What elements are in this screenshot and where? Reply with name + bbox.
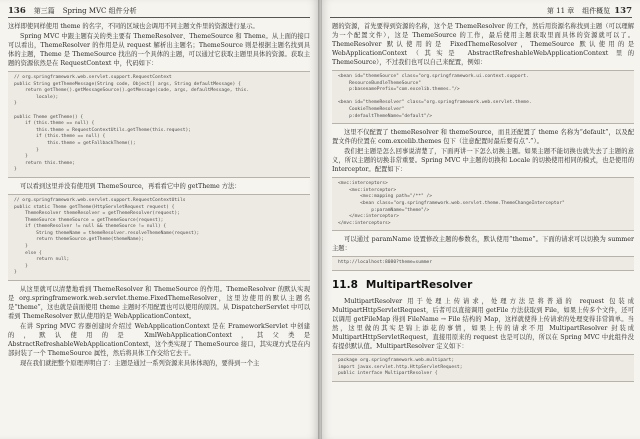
code-line: CookieThemeResolver" — [338, 106, 405, 112]
paragraph: 题的资源，首先要得到资源的名称，这个是 ThemeResolver 的工作，然后用资源名称找到主题（可以理解为一个配置文件），这是 ThemeSource 的工作，最后使用主题获取里面具体的资源就可以了。ThemeResolver 默认使用的是 FixedThemeResolver，ThemeSource 默认使用的是 WebApplicationContext（其实是 AbstractRefreshableWebApplicationContext 里的 ThemeSource），不过我们也可以自己来配置，例如： — [332, 23, 634, 66]
code-line: <bean id="themeResolver" class="org.springframework.web.servlet.theme. — [338, 100, 532, 106]
code-line: ThemeResolver themeResolver = getThemeResolver(request); — [14, 211, 180, 217]
code-block — [332, 70, 634, 124]
paragraph: 现在我们就把整个原理弄明白了：主题是通过一系列资源来具体体现的，要得到一个主 — [20, 360, 260, 368]
paragraph: 我们把主题是怎么回事说清楚了，下面再讲一下怎么切换主题。如果主题不能切换也就失去了主题的意义，所以主题的切换非常重要。Spring MVC 中主题的切换和 Locale 的切换使用相同的模式，也是使用的 Interceptor。配置如下： — [332, 148, 634, 174]
code-line: import javax.servlet.http.HttpServletRequest; — [338, 364, 463, 370]
section-heading — [332, 279, 634, 291]
code-line: public static Theme getTheme(HttpServletRequest request) { — [14, 204, 175, 210]
code-line: ThemeSource themeSource = getThemeSource(request); — [14, 217, 164, 223]
code-line: String themeName = themeResolver.resolveThemeName(request); — [14, 230, 200, 236]
code-line: this.theme = getFallbackTheme(); — [14, 140, 136, 146]
code-line: <bean id="themeSource" class="org.springframework.ui.context.support. — [338, 74, 529, 79]
paragraph: 在讲 Spring MVC 容器创建时介绍过 WebApplicationContext 是在 FrameworkServlet 中创建的，默认使用的是 XmlWebApplicationContext，其父类是 AbstractRefreshableWebApplicationContext，这个类实现了 ThemeSource 接口，其实现方式是在内部封装了一个 ThemeSource 属性，然后将具体工作交给它去干。 — [8, 323, 310, 358]
right-page-content — [332, 22, 634, 437]
code-line: http://localhost:8080?theme=summer — [338, 260, 433, 266]
code-line: } — [14, 147, 39, 153]
code-line: p:basenamePrefix="com.excelib.themes."/> — [338, 87, 460, 93]
code-line: if (this.theme == null) { — [14, 134, 106, 140]
left-page-header — [8, 4, 310, 18]
code-line: package org.springframework.web.multipart; — [338, 357, 455, 363]
code-line: // org.springframework.web.servlet.support.RequestContextUtils — [14, 197, 186, 203]
code-block — [332, 177, 634, 231]
code-line: } — [14, 101, 17, 107]
code-line: p:defaultThemeName="default"/> — [338, 113, 433, 119]
code-block — [332, 256, 634, 271]
section-title: MultipartResolver — [365, 278, 473, 291]
code-block — [332, 354, 634, 382]
right-page — [320, 0, 640, 439]
code-line: </mvc:interceptor> — [338, 214, 399, 220]
code-line: if (this.theme == null) { — [14, 121, 95, 127]
code-line: public Theme getTheme() { — [14, 114, 84, 120]
code-line: return getTheme().getMessageSource().getMessage(code, args, defaultMessage, this. — [14, 88, 250, 94]
code-line: } — [14, 244, 28, 250]
code-line: public interface MultipartResolver { — [338, 371, 438, 377]
code-line: } — [14, 270, 17, 276]
code-line: <mvc:interceptor> — [338, 187, 397, 193]
paragraph: 可以通过 paramName 设置修改主题的参数名，默认使用“theme”。下面的请求可以切换为 summer 主题： — [332, 236, 634, 253]
paragraph: 可以看到这里并没有使用到 ThemeSource，再看看它中的 getTheme 方法： — [20, 182, 241, 190]
code-line: public String getThemeMessage(String code, Object[] args, String defaultMessage) { — [14, 81, 241, 87]
paragraph: 从这里就可以清楚地看到 ThemeResolver 和 ThemeSource 的作用。ThemeResolver 的默认实现是 org.springframework.web.servlet.theme.FixedThemeResolver，这里边使用的默认主题名是“theme”，这也就是前面使用 theme 主题时不用配置也可以使用的原因。从 DispatcherServlet 中可以看到 ThemeResolver 默认使用的是 WebApplicationContext。 — [8, 286, 310, 321]
code-line: ResourceBundleThemeSource" — [338, 80, 421, 86]
code-line: <mvc:interceptors> — [338, 181, 388, 187]
chapter-title: 组件概览 — [582, 6, 611, 15]
code-line: p:paramName="theme"/> — [338, 207, 430, 213]
chapter-label: 第 11 章 — [546, 6, 575, 15]
part-label: 第三篇 — [33, 6, 55, 15]
right-page-header — [330, 4, 632, 18]
code-line: if (themeResolver != null && themeSource != null) { — [14, 224, 167, 230]
code-line: return null; — [14, 257, 70, 263]
paragraph: Spring MVC 中跟主题有关的类主要有 ThemeResolver、ThemeSource 和 Theme。从上面的接口可以看出，ThemeResolver 的作用是从 request 解析出主题名；ThemeSource 则是根据主题名找到具体的主题，Theme 是 ThemeSource 找出的一个具体的主题，可以通过它获取主题里具体的资源。获取主题的资源依然是在 RequestContext 中，代码如下： — [8, 33, 310, 67]
code-block — [8, 71, 310, 178]
code-line: </mvc:interceptors> — [338, 220, 391, 226]
code-line: return themeSource.getTheme(themeName); — [14, 237, 144, 243]
paragraph: 这里不仅配置了 themeResolver 和 themeSource，而且还配置了 theme 名称为“default”，以及配置文件的位置在 com.excelib.themes 包下（注意配置时最后要有点“.”）。 — [332, 129, 634, 146]
code-line: this.theme = RequestContextUtils.getTheme(this.request); — [14, 127, 192, 133]
paragraph: MultipartResolver 用于处理上传请求，处理方法是将普通的 request 包装成 MultipartHttpServletRequest，后者可以直接调用 getFile 方法获取到 File，如果上传多个文件，还可以调用 getFileMap 得到 FileName → File 结构的 Map，这样就使得上传请求的处理变得非常简单。当然，这里做的其实是锦上添花的事情，如果上传的请求不用 MultipartResolver 封装成 MultipartHttpServletRequest，直接用原来的 request 也是可以的，所以在 Spring MVC 中此组件没有提供默认值。MultipartResolver 定义如下： — [332, 297, 634, 350]
code-line: else { — [14, 250, 42, 256]
code-line: return this.theme; — [14, 160, 75, 166]
code-line: locale); — [14, 94, 59, 100]
code-line: <mvc:mapping path="/**" /> — [338, 194, 433, 200]
code-line: // org.springframework.web.servlet.support.RequestContext — [14, 75, 172, 80]
paragraph: 这样即使同样使用 theme 的名字，不同的区域也会调用不同主题文件里的资源进行显示。 — [8, 23, 259, 30]
page-number: 137 — [614, 5, 632, 16]
code-line: } — [14, 263, 28, 269]
code-line — [14, 108, 306, 115]
code-line: <bean class="org.springframework.web.servlet.theme.ThemeChangeInterceptor" — [338, 200, 565, 206]
page-number: 136 — [8, 5, 26, 16]
code-line: } — [14, 167, 17, 173]
book-title: Spring MVC 组件分析 — [62, 6, 137, 15]
code-block — [8, 194, 310, 281]
left-page-content — [8, 22, 310, 437]
book-gutter — [318, 0, 322, 439]
code-line: } — [14, 154, 28, 160]
section-number: 11.8 — [332, 278, 358, 291]
